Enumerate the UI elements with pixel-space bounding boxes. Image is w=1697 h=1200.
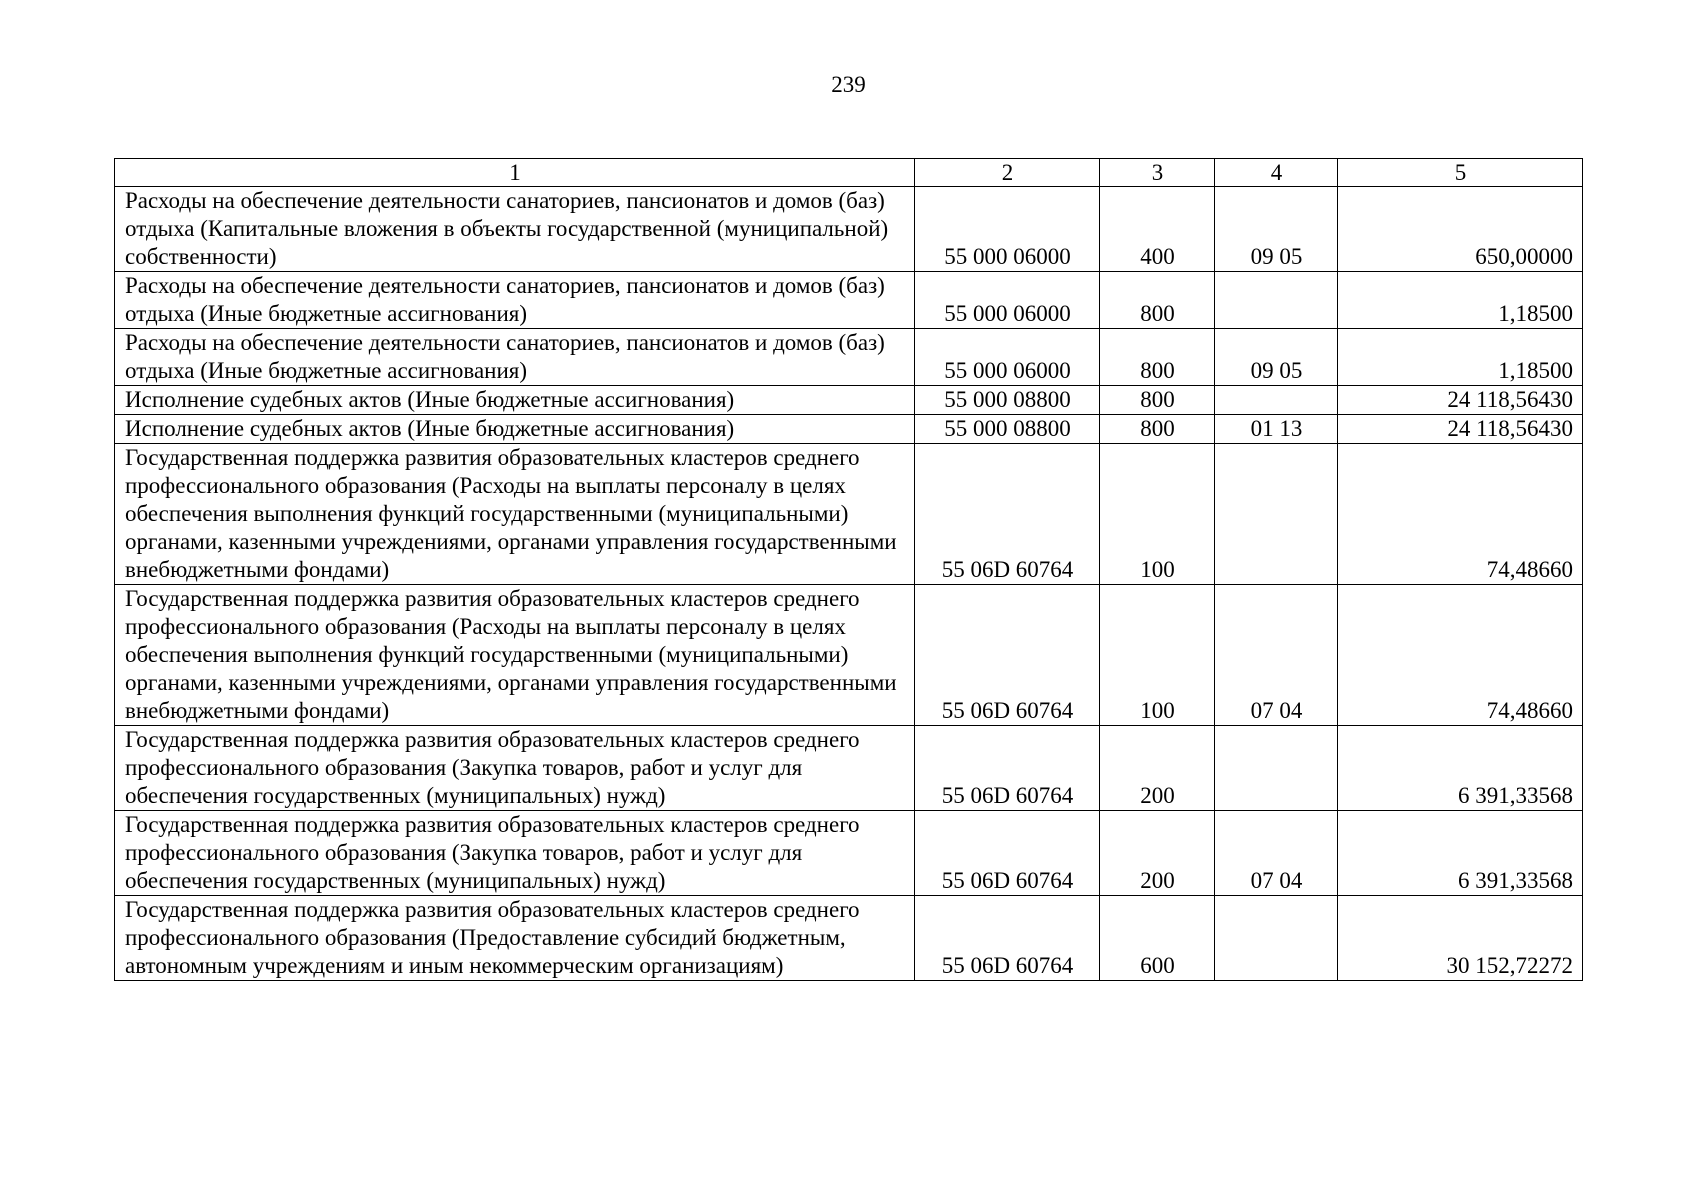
table-header-row: [115, 159, 1583, 187]
target-code-cell: 55 000 06000: [915, 329, 1100, 386]
expense-type-cell: 800: [1100, 415, 1215, 444]
column-header-5: 5: [1338, 159, 1583, 187]
target-code-cell: 55 000 08800: [915, 386, 1100, 415]
amount-cell: 74,48660: [1338, 585, 1583, 726]
amount-cell: 24 118,56430: [1338, 386, 1583, 415]
section-code-cell: [1215, 272, 1338, 329]
target-code-cell: 55 06D 60764: [915, 811, 1100, 896]
section-code-cell: [1215, 444, 1338, 585]
expense-name-cell: Государственная поддержка развития образовательных кластеров среднего профессионального образования (Расходы на выплаты персоналу в целях обеспечения выполнения функций государственными (муниципальными) органами, казенными учреждениями, органами управления государственными внебюджетными фондами): [115, 444, 915, 585]
expense-name-cell: Расходы на обеспечение деятельности санаториев, пансионатов и домов (баз) отдыха (Иные бюджетные ассигнования): [115, 329, 915, 386]
expense-name-cell: Исполнение судебных актов (Иные бюджетные ассигнования): [115, 386, 915, 415]
expense-name-cell: Исполнение судебных актов (Иные бюджетные ассигнования): [115, 415, 915, 444]
expense-type-cell: 400: [1100, 187, 1215, 272]
budget-table: [114, 158, 1583, 981]
expense-type-cell: 600: [1100, 896, 1215, 981]
table-row: [115, 444, 1583, 585]
target-code-cell: 55 000 06000: [915, 187, 1100, 272]
amount-cell: 1,18500: [1338, 329, 1583, 386]
table-row: [115, 386, 1583, 415]
section-code-cell: 09 05: [1215, 329, 1338, 386]
section-code-cell: 07 04: [1215, 585, 1338, 726]
table-row: [115, 329, 1583, 386]
expense-type-cell: 800: [1100, 386, 1215, 415]
section-code-cell: [1215, 896, 1338, 981]
section-code-cell: 01 13: [1215, 415, 1338, 444]
table-row: [115, 811, 1583, 896]
target-code-cell: 55 06D 60764: [915, 444, 1100, 585]
expense-name-cell: Государственная поддержка развития образовательных кластеров среднего профессионального образования (Закупка товаров, работ и услуг для обеспечения государственных (муниципальных) нужд): [115, 811, 915, 896]
amount-cell: 74,48660: [1338, 444, 1583, 585]
expense-type-cell: 200: [1100, 726, 1215, 811]
amount-cell: 24 118,56430: [1338, 415, 1583, 444]
target-code-cell: 55 06D 60764: [915, 585, 1100, 726]
expense-name-cell: Расходы на обеспечение деятельности санаториев, пансионатов и домов (баз) отдыха (Иные бюджетные ассигнования): [115, 272, 915, 329]
column-header-3: 3: [1100, 159, 1215, 187]
expense-type-cell: 800: [1100, 329, 1215, 386]
target-code-cell: 55 000 06000: [915, 272, 1100, 329]
amount-cell: 1,18500: [1338, 272, 1583, 329]
amount-cell: 650,00000: [1338, 187, 1583, 272]
column-header-1: 1: [115, 159, 915, 187]
table-row: [115, 272, 1583, 329]
section-code-cell: 09 05: [1215, 187, 1338, 272]
amount-cell: 6 391,33568: [1338, 811, 1583, 896]
table-row: [115, 187, 1583, 272]
expense-type-cell: 100: [1100, 444, 1215, 585]
expense-name-cell: Государственная поддержка развития образовательных кластеров среднего профессионального образования (Закупка товаров, работ и услуг для обеспечения государственных (муниципальных) нужд): [115, 726, 915, 811]
expense-type-cell: 100: [1100, 585, 1215, 726]
table-row: [115, 896, 1583, 981]
section-code-cell: [1215, 386, 1338, 415]
table-row: [115, 726, 1583, 811]
expense-type-cell: 800: [1100, 272, 1215, 329]
page-number: 239: [831, 72, 866, 97]
section-code-cell: [1215, 726, 1338, 811]
column-header-4: 4: [1215, 159, 1338, 187]
expense-name-cell: Государственная поддержка развития образовательных кластеров среднего профессионального образования (Предоставление субсидий бюджетным, автономным учреждениям и иным некоммерческим организациям): [115, 896, 915, 981]
table-row: [115, 585, 1583, 726]
target-code-cell: 55 06D 60764: [915, 726, 1100, 811]
section-code-cell: 07 04: [1215, 811, 1338, 896]
table-row: [115, 415, 1583, 444]
amount-cell: 6 391,33568: [1338, 726, 1583, 811]
expense-name-cell: Расходы на обеспечение деятельности санаториев, пансионатов и домов (баз) отдыха (Капитальные вложения в объекты государственной (муниципальной) собственности): [115, 187, 915, 272]
expense-name-cell: Государственная поддержка развития образовательных кластеров среднего профессионального образования (Расходы на выплаты персоналу в целях обеспечения выполнения функций государственными (муниципальными) органами, казенными учреждениями, органами управления государственными внебюджетными фондами): [115, 585, 915, 726]
column-header-2: 2: [915, 159, 1100, 187]
target-code-cell: 55 06D 60764: [915, 896, 1100, 981]
amount-cell: 30 152,72272: [1338, 896, 1583, 981]
expense-type-cell: 200: [1100, 811, 1215, 896]
target-code-cell: 55 000 08800: [915, 415, 1100, 444]
